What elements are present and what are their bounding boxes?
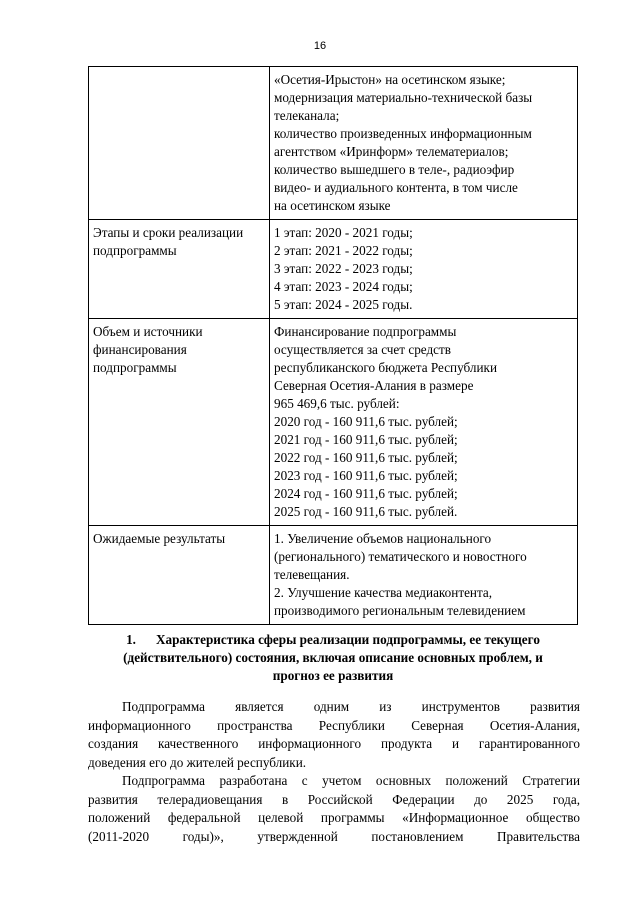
label-line: Объем и источники <box>93 324 203 339</box>
table-row-financing <box>89 319 578 526</box>
paragraph-line: положений федеральной целевой программы «Информационное общество <box>88 810 580 825</box>
section-number: 1. <box>126 632 136 647</box>
paragraph-line: Подпрограмма является одним из инструментов развития <box>122 699 580 714</box>
content-line: телеканала; <box>274 108 340 123</box>
content-line: телевещания. <box>274 567 350 582</box>
row-content <box>270 319 578 526</box>
heading-text: Характеристика сферы реализации подпрограммы, ее текущего <box>155 632 540 647</box>
content-line: 1. Увеличение объемов национального <box>274 531 492 546</box>
label-line: Этапы и сроки реализации <box>93 225 244 240</box>
content-line: 2023 год - 160 911,6 тыс. рублей; <box>274 468 458 483</box>
heading-line: (действительного) состояния, включая описание основных проблем, и <box>123 650 543 665</box>
content-line: Северная Осетия-Алания в размере <box>274 378 474 393</box>
content-line: 5 этап: 2024 - 2025 годы. <box>274 297 413 312</box>
label-line: Ожидаемые результаты <box>93 531 226 546</box>
paragraph-line: Подпрограмма разработана с учетом основных положений Стратегии <box>122 773 580 788</box>
paragraph-line: развития телерадиовещания в Российской Федерации до 2025 года, <box>88 791 580 807</box>
paragraph-line: доведения его до жителей республики. <box>88 754 307 770</box>
content-line: 2 этап: 2021 - 2022 годы; <box>274 243 413 258</box>
content-line: на осетинском языке <box>274 198 391 213</box>
content-line: 3 этап: 2022 - 2023 годы; <box>274 261 413 276</box>
row-label <box>89 220 270 319</box>
table-row-stages <box>89 220 578 319</box>
section-heading <box>88 631 578 685</box>
page-number: 16 <box>313 40 327 52</box>
row-content <box>270 220 578 319</box>
content-line: 2022 год - 160 911,6 тыс. рублей; <box>274 450 458 465</box>
content-line: республиканского бюджета Республики <box>274 360 498 375</box>
body-paragraph <box>88 698 580 772</box>
label-line: финансирования <box>93 342 187 357</box>
table-row-indicators-continued <box>89 67 578 220</box>
content-line: 2024 год - 160 911,6 тыс. рублей; <box>274 486 458 501</box>
table-row-expected-results <box>89 526 578 625</box>
row-content <box>270 526 578 625</box>
row-label <box>89 67 270 220</box>
content-line: 965 469,6 тыс. рублей: <box>274 396 400 411</box>
content-line: 4 этап: 2023 - 2024 годы; <box>274 279 413 294</box>
label-line: подпрограммы <box>93 360 177 375</box>
content-line: осуществляется за счет средств <box>274 342 452 357</box>
content-line: количество произведенных информационным <box>274 126 532 141</box>
subprogram-passport-table <box>88 66 578 625</box>
row-content <box>270 67 578 220</box>
body-paragraph <box>88 772 580 846</box>
content-line: 2021 год - 160 911,6 тыс. рублей; <box>274 432 458 447</box>
content-line: количество вышедшего в теле-, радиоэфир <box>274 162 515 177</box>
content-line: производимого региональным телевидением <box>274 603 526 618</box>
paragraph-line: (2011-2020 годы)», утвержденной постановлением Правительства <box>88 828 580 844</box>
content-line: 2. Улучшение качества медиаконтента, <box>274 585 493 600</box>
heading-line: прогноз ее развития <box>272 668 394 683</box>
row-label <box>89 319 270 526</box>
content-line: видео- и аудиального контента, в том числе <box>274 180 518 195</box>
content-line: (регионального) тематического и новостного <box>274 549 527 564</box>
content-line: Финансирование подпрограммы <box>274 324 457 339</box>
content-line: 2020 год - 160 911,6 тыс. рублей; <box>274 414 458 429</box>
heading-line <box>88 631 578 649</box>
paragraph-line: информационного пространства Республики Северная Осетия-Алания, <box>88 717 580 733</box>
row-label <box>89 526 270 625</box>
content-line: агентством «Иринформ» телематериалов; <box>274 144 509 159</box>
content-line: 2025 год - 160 911,6 тыс. рублей. <box>274 504 458 519</box>
label-line: подпрограммы <box>93 243 177 258</box>
content-line: модернизация материально-технической базы <box>274 90 533 105</box>
paragraph-line: создания качественного информационного продукта и гарантированного <box>88 736 580 751</box>
content-line: 1 этап: 2020 - 2021 годы; <box>274 225 413 240</box>
content-line: «Осетия-Ирыстон» на осетинском языке; <box>274 72 506 87</box>
